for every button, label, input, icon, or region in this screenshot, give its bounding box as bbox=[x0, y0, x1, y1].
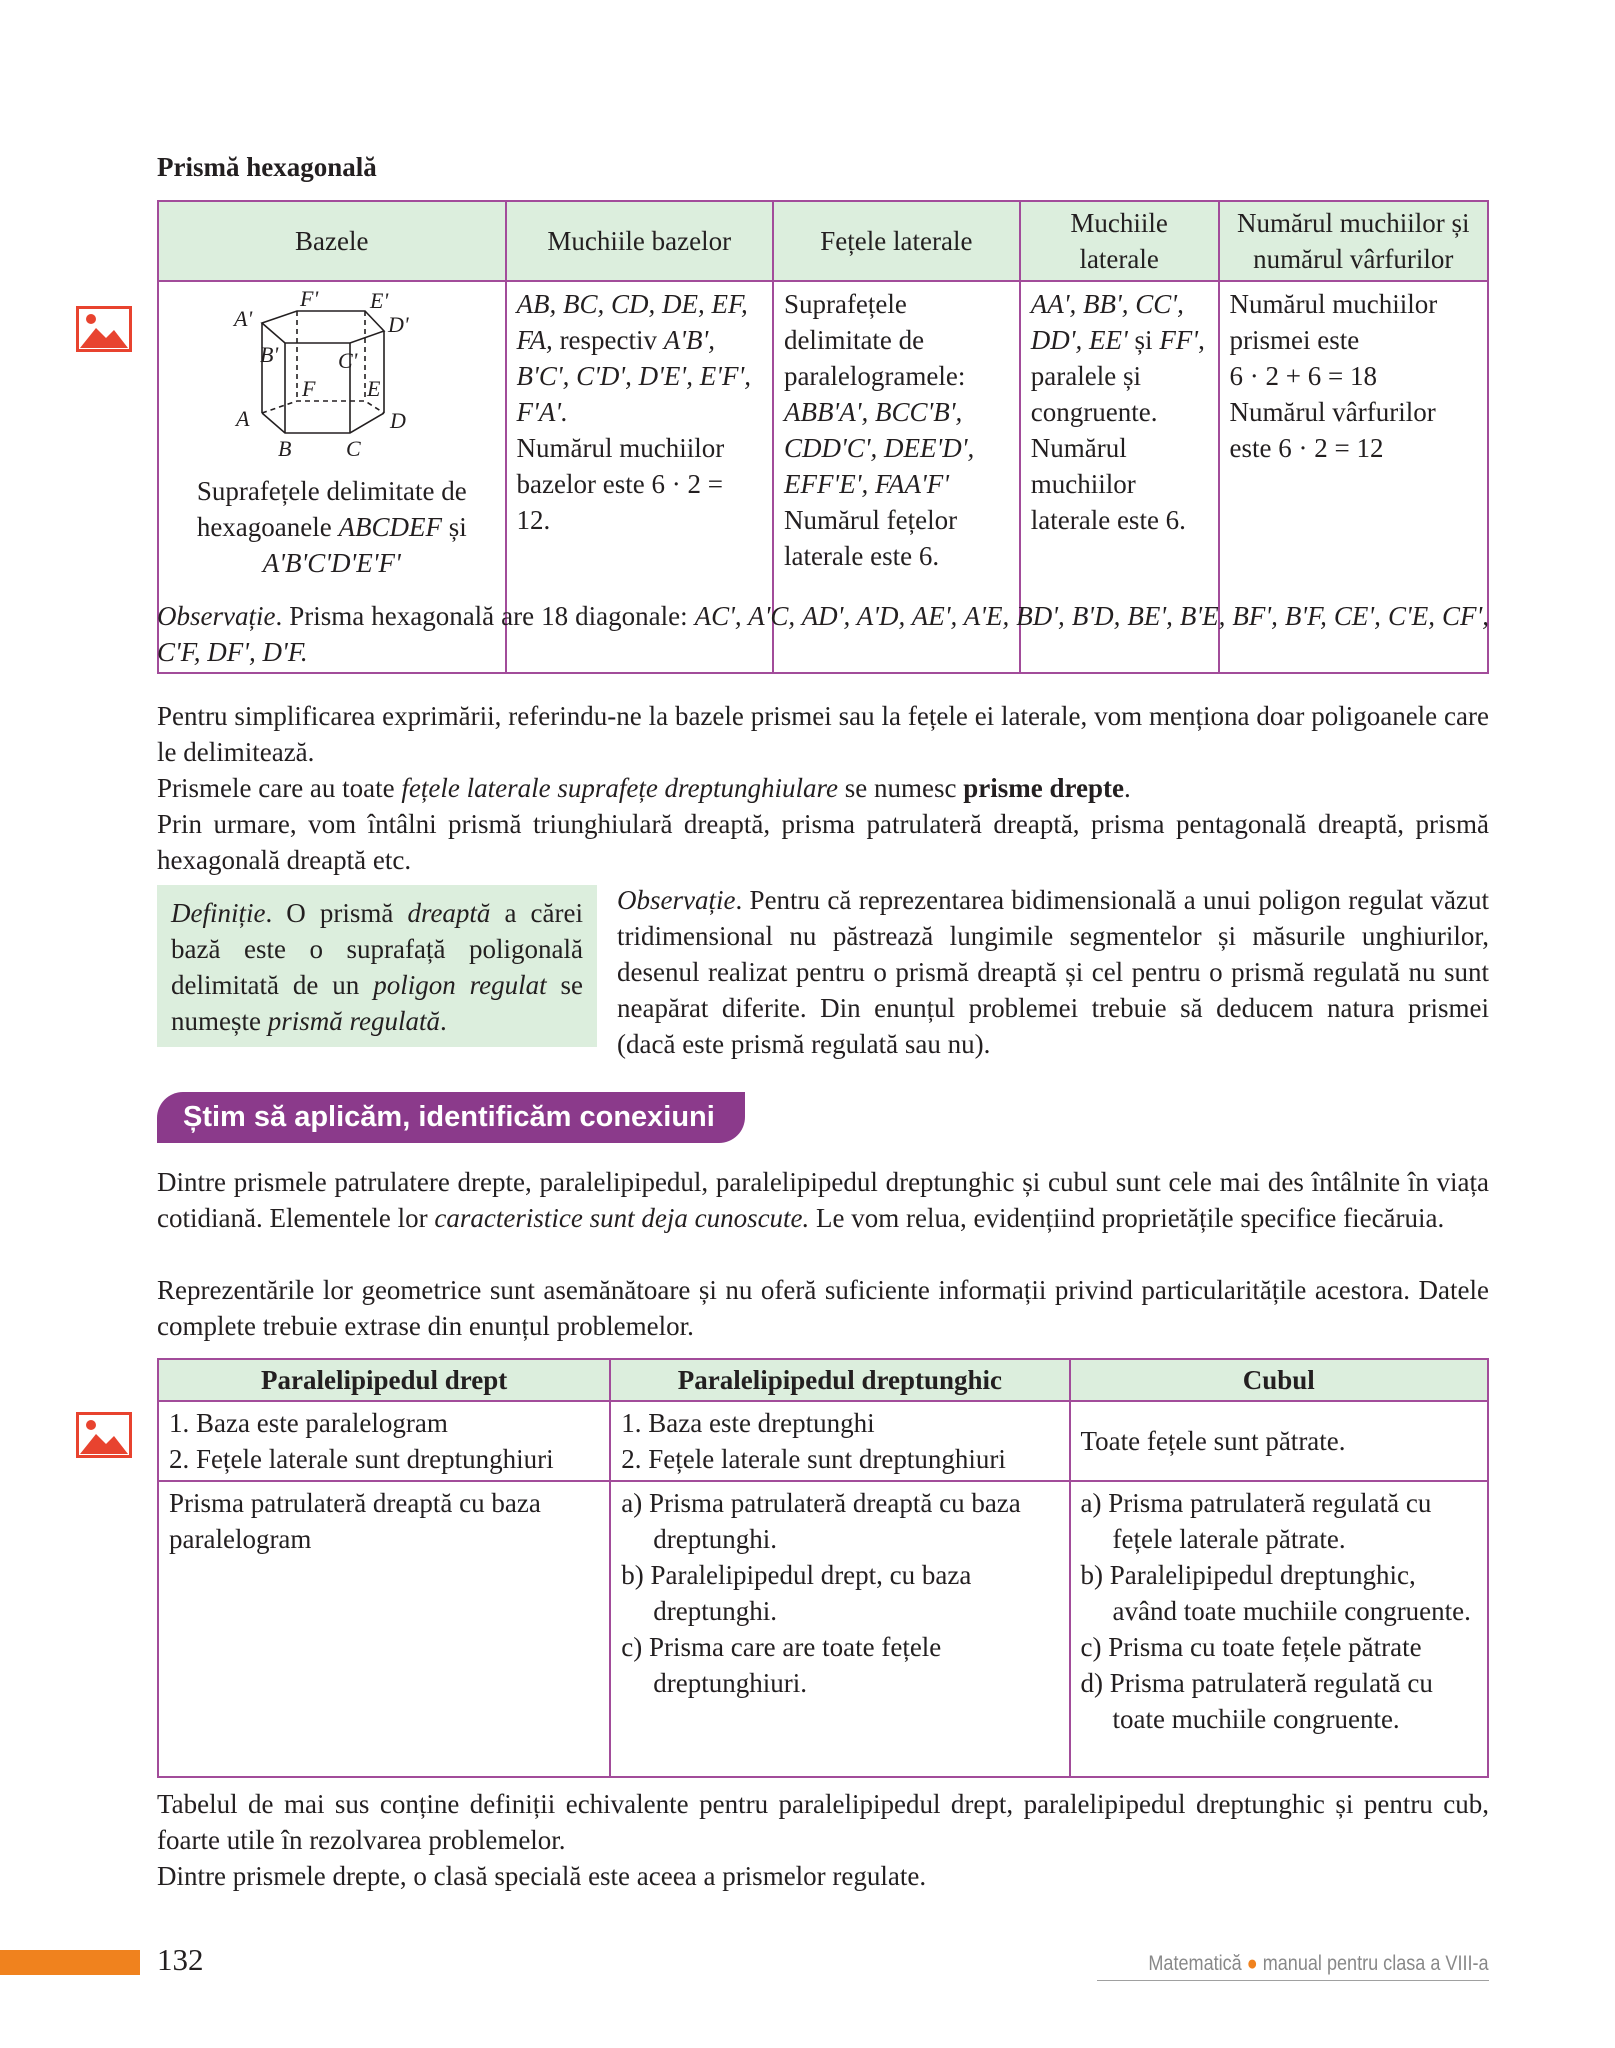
vertex-label: F bbox=[301, 376, 316, 401]
prism-comparison-table bbox=[157, 1358, 1489, 1778]
header-edge-vertex-count: Numărul muchiilor și numărul vârfurilor bbox=[1219, 201, 1488, 281]
vertex-label: C bbox=[345, 436, 361, 461]
definition-cell: Prisma patrulateră dreaptă cu baza paralelogram bbox=[158, 1481, 610, 1777]
header-lateral-faces: Fețele laterale bbox=[773, 201, 1020, 281]
paragraph: Dintre prismele patrulatere drepte, paralelipipedul, paralelipipedul dreptunghic și cubul sunt cele mai des întâlnite în viața cotidiană. Elementele lor caracteristice sunt deja cunoscute. Le vom relua, evidențiind proprietățile specifice fiecăruia. bbox=[157, 1167, 1489, 1233]
header-cube: Cubul bbox=[1070, 1359, 1488, 1401]
definition-cell: a) Prisma patrulateră regulată cu fețele laterale pătrate. b) Paralelipipedul dreptunghic, având toate muchiile congruente. c) Prisma cu toate fețele pătrate d) Prisma patrulateră regulată cu toate muchiile congruente. bbox=[1070, 1481, 1488, 1777]
footer-divider bbox=[1097, 1980, 1489, 1981]
footer-accent-bar bbox=[0, 1950, 140, 1975]
vertex-label: A bbox=[235, 406, 250, 431]
regular-prism-observation: Observație. Pentru că reprezentarea bidimensională a unui poligon regulat văzut tridimensional nu păstrează lungimile segmentelor și măsurile unghiurilor, desenul realizat pentru o prismă dreaptă și cel pentru o prismă regulată nu sunt neapărat diferite. Din enunțul problemei trebuie să deducem natura prismei (dacă este prismă regulată sau nu). bbox=[617, 885, 1489, 1059]
lateral-edges-cell: AA', BB', CC', DD', EE' și FF', paralele și congruente. Numărul muchiilor laterale este 6. bbox=[1020, 281, 1219, 673]
vertex-label: E bbox=[366, 376, 381, 401]
vertex-label: C' bbox=[337, 348, 358, 373]
header-base-edges: Muchiile bazelor bbox=[506, 201, 773, 281]
paragraph: Tabelul de mai sus conține definiții echivalente pentru paralelipipedul drept, paralelipipedul dreptunghic și pentru cub, foarte utile în rezolvarea problemelor. bbox=[157, 1789, 1489, 1855]
definition-box: Definiție. O prismă dreaptă a cărei bază este o suprafață poligonală delimitată de un poligon regulat se numește prismă regulată. bbox=[157, 885, 597, 1047]
vertex-label: D' bbox=[387, 312, 409, 337]
hexagonal-prism-figure bbox=[222, 288, 442, 473]
definition-cell: a) Prisma patrulateră dreaptă cu baza dreptunghi. b) Paralelipipedul drept, cu baza dreptunghi. c) Prisma care are toate fețele dreptunghiuri. bbox=[610, 1481, 1069, 1777]
vertex-label: F' bbox=[299, 288, 318, 311]
paragraph: Reprezentările lor geometrice sunt asemănătoare și nu oferă suficiente informații privind particularitățile acestora. Datele complete trebuie extrase din enunțul problemelor. bbox=[157, 1275, 1489, 1341]
properties-cell: Toate fețele sunt pătrate. bbox=[1070, 1401, 1488, 1481]
paragraph: Dintre prismele drepte, o clasă specială este aceea a prismelor regulate. bbox=[157, 1861, 927, 1891]
bases-description: Suprafețele delimitate de hexagoanele ABCDEF și A'B'C'D'E'F' bbox=[196, 476, 467, 578]
lateral-faces-cell: Suprafețele delimitate de paralelogramele: ABB'A', BCC'B', CDD'C', DEE'D', EFF'E', FAA'F' Numărul fețelor laterale este 6. bbox=[773, 281, 1020, 673]
page-number: 132 bbox=[157, 1942, 204, 1977]
properties-cell: 1. Baza este paralelogram 2. Fețele laterale sunt dreptunghiuri bbox=[158, 1401, 610, 1481]
base-edges-cell: AB, BC, CD, DE, EF, FA, respectiv A'B', B'C', C'D', D'E', E'F', F'A'. Numărul muchiilor bazelor este 6 · 2 = 12. bbox=[506, 281, 773, 673]
diagonals-observation: Observație. Prisma hexagonală are 18 diagonale: AC', A'C, AD', A'D, AE', A'E, BD', B'D, BE', B'E, BF', B'F, CE', C'E, CF', C'F, DF', D'F. bbox=[157, 601, 1489, 667]
header-rectangular-parallelepiped: Paralelipipedul dreptunghic bbox=[610, 1359, 1069, 1401]
header-right-parallelepiped: Paralelipipedul drept bbox=[158, 1359, 610, 1401]
vertex-label: B bbox=[277, 436, 292, 461]
count-cell: Numărul muchiilor prismei este 6 · 2 + 6 = 18 Numărul vârfurilor este 6 · 2 = 12 bbox=[1219, 281, 1488, 673]
vertex-label: E' bbox=[369, 288, 388, 313]
section-banner: Știm să aplicăm, identificăm conexiuni bbox=[157, 1092, 745, 1143]
section-title: Prismă hexagonală bbox=[157, 152, 377, 182]
header-lateral-edges: Muchiile laterale bbox=[1020, 201, 1219, 281]
vertex-label: A' bbox=[233, 306, 252, 331]
image-icon[interactable] bbox=[76, 1412, 132, 1458]
paragraph: Pentru simplificarea exprimării, referindu-ne la bazele prismei sau la fețele ei laterale, vom menționa doar poligoanele care le delimitează. bbox=[157, 701, 1489, 767]
properties-cell: 1. Baza este dreptunghi 2. Fețele laterale sunt dreptunghiuri bbox=[610, 1401, 1069, 1481]
footer-book-title: Matematică ● manual pentru clasa a VIII-a bbox=[1148, 1952, 1489, 1975]
vertex-label: D bbox=[389, 408, 406, 433]
paragraph: Prismele care au toate fețele laterale suprafețe dreptunghiulare se numesc prisme drepte. bbox=[157, 773, 1131, 803]
image-icon[interactable] bbox=[76, 306, 132, 352]
vertex-label: B' bbox=[259, 342, 278, 367]
header-bases: Bazele bbox=[158, 201, 506, 281]
paragraph: Prin urmare, vom întâlni prismă triunghiulară dreaptă, prisma patrulateră dreaptă, prisma pentagonală dreaptă, prismă hexagonală dreaptă etc. bbox=[157, 809, 1489, 875]
